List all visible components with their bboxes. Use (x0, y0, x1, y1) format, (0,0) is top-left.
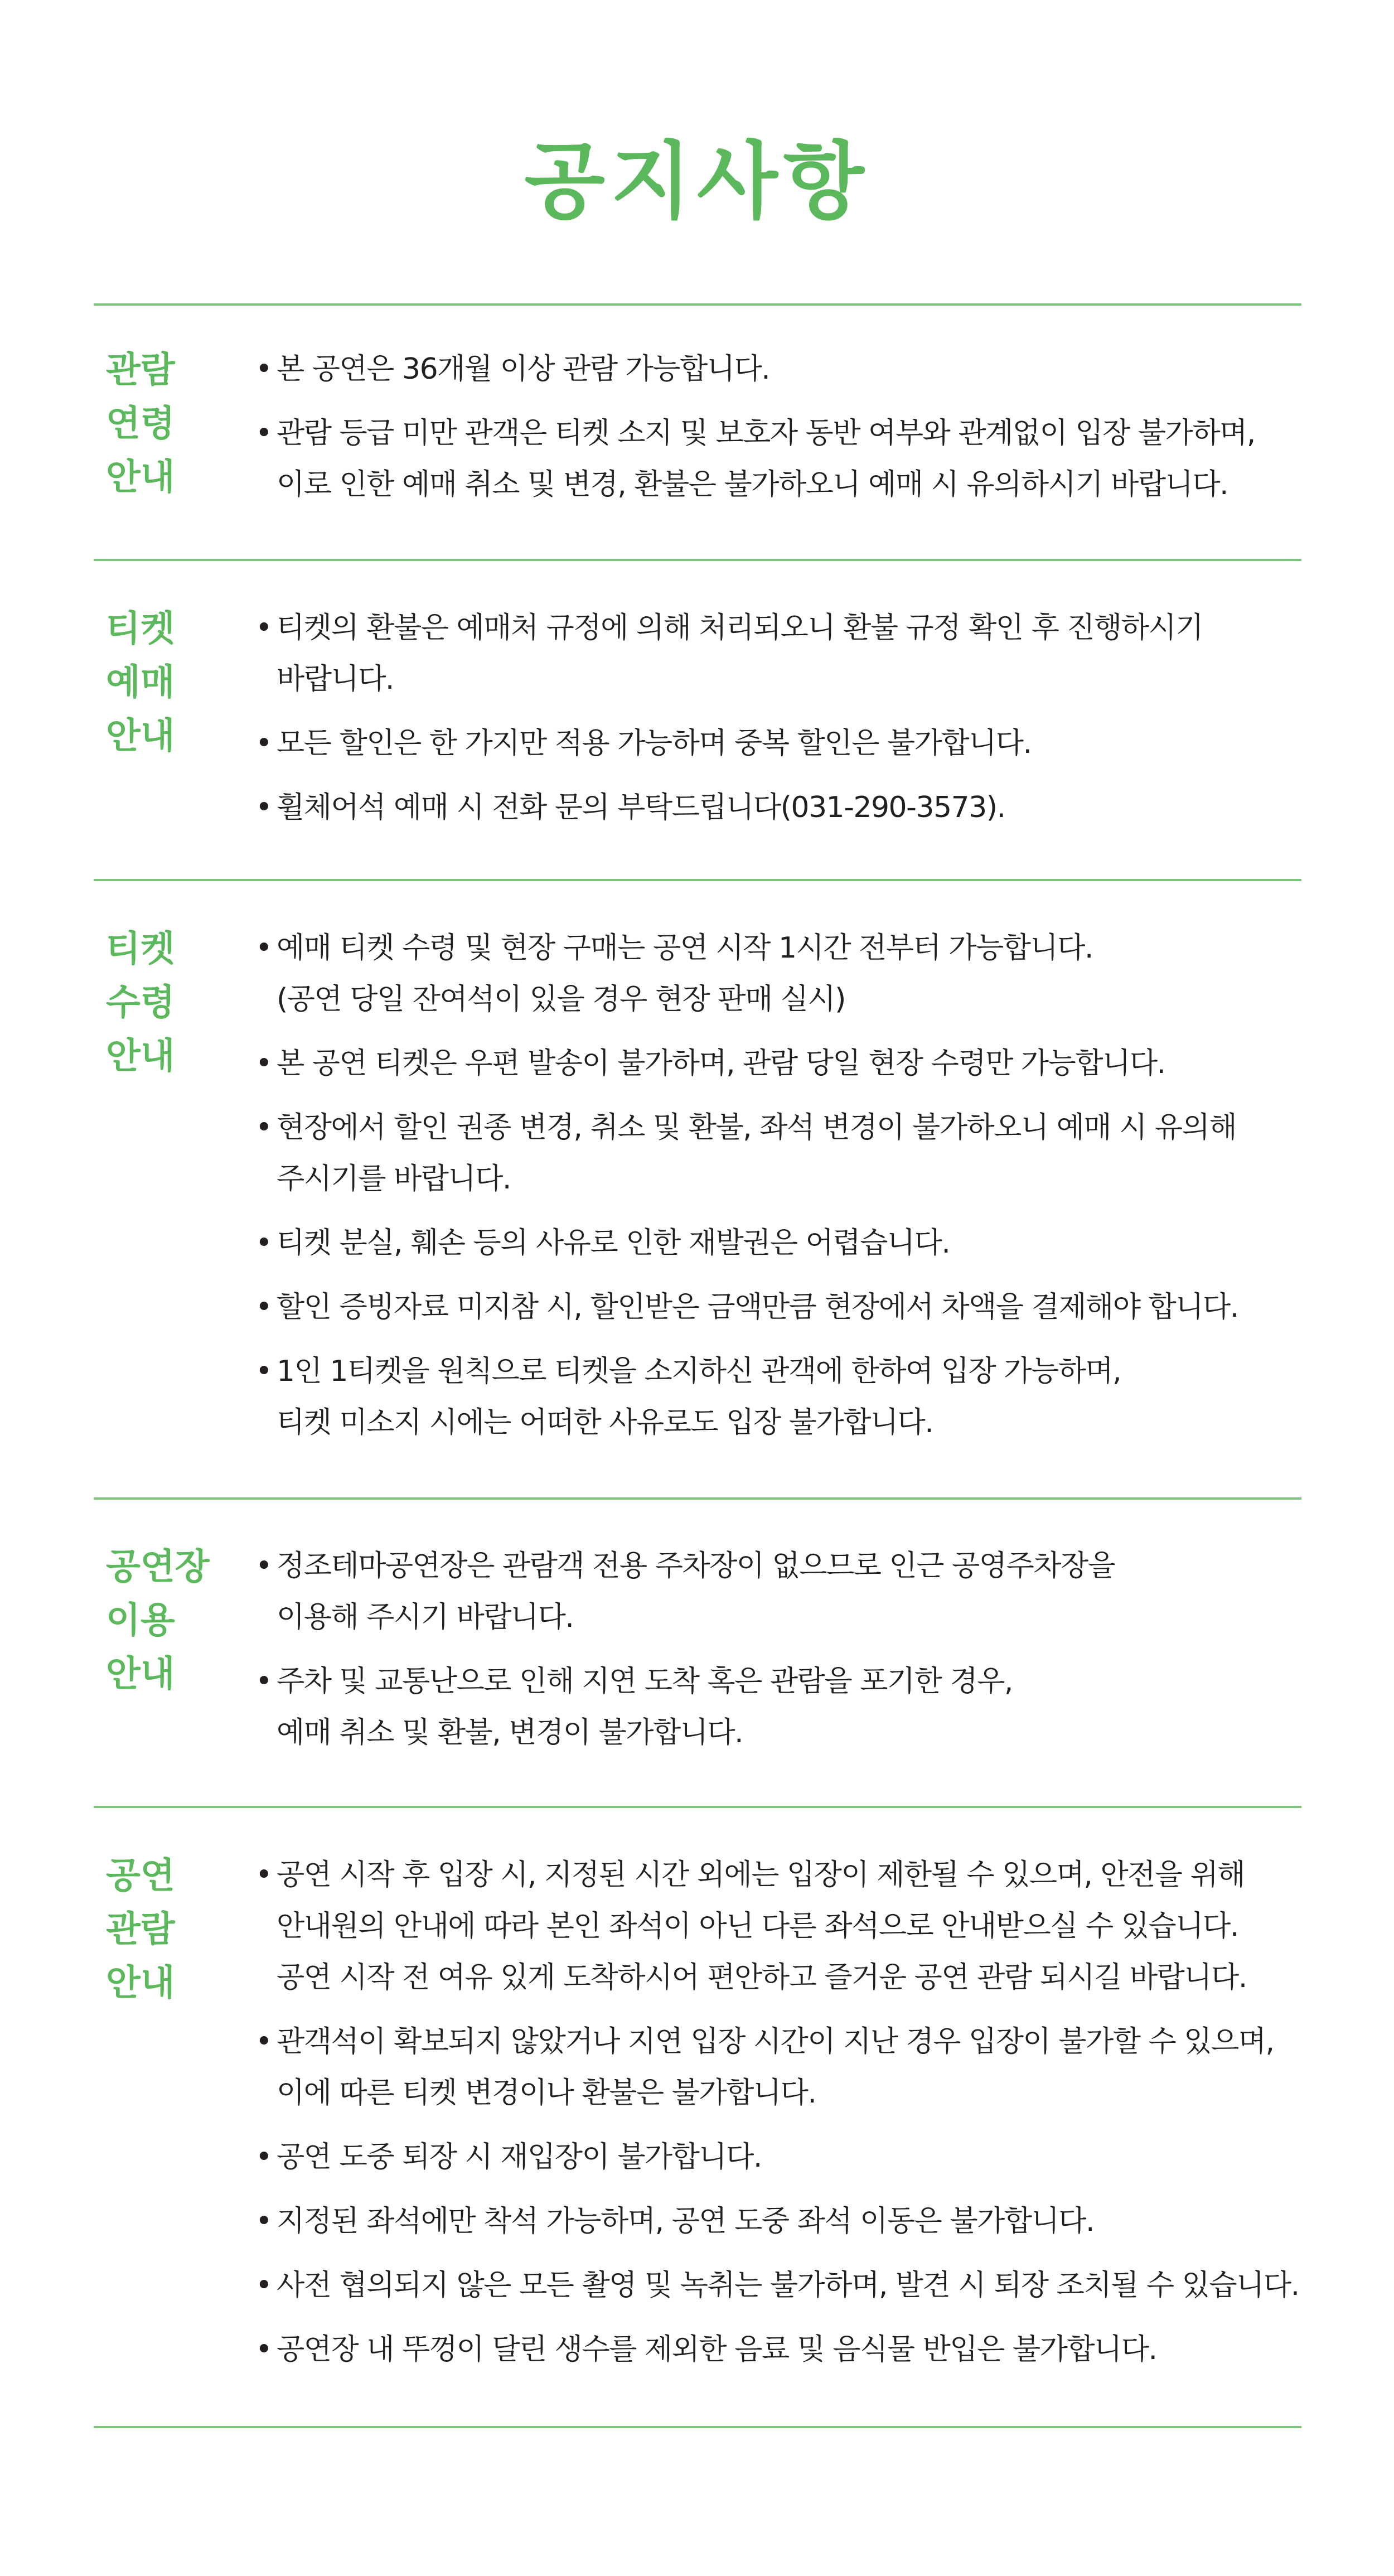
notice-list (255, 1849, 1304, 2388)
list-item: • 1인 1티켓을 원칙으로 티켓을 소지하신 관객에 한하여 입장 가능하며, 티켓 미소지 시에는 어떠한 사유로도 입장 불가합니다. (255, 1346, 1304, 1448)
list-item: • 본 공연은 36개월 이상 관람 가능합니다. (255, 344, 1304, 395)
notice-list (255, 602, 1304, 846)
notice-list (255, 344, 1304, 523)
section-heading: 티켓 수령 안내 (106, 929, 175, 1077)
list-item: • 공연 도중 퇴장 시 재입장이 불가합니다. (255, 2132, 1304, 2183)
section-heading: 관람 연령 안내 (106, 350, 175, 498)
list-item: • 현장에서 할인 권종 변경, 취소 및 환불, 좌석 변경이 불가하오니 예매 시 유의해 주시기를 바랍니다. (255, 1102, 1304, 1205)
list-item: • 공연장 내 뚜껑이 달린 생수를 제외한 음료 및 음식물 반입은 불가합니다. (255, 2324, 1304, 2375)
list-item: • 티켓 분실, 훼손 등의 사유로 인한 재발권은 어렵습니다. (255, 1217, 1304, 1269)
page-title: 공지사항 (524, 132, 870, 230)
section-heading: 공연장 이용 안내 (106, 1546, 210, 1695)
divider (94, 559, 1301, 561)
list-item: • 본 공연 티켓은 우편 발송이 불가하며, 관람 당일 현장 수령만 가능합니다. (255, 1038, 1304, 1089)
list-item: • 할인 증빙자료 미지참 시, 할인받은 금액만큼 현장에서 차액을 결제해야 합니다. (255, 1282, 1304, 1333)
divider (94, 303, 1301, 306)
divider (94, 879, 1301, 881)
list-item: • 정조테마공연장은 관람객 전용 주차장이 없으므로 인근 공영주차장을 이용해 주시기 바랍니다. (255, 1540, 1304, 1643)
section-heading: 티켓 예매 안내 (106, 608, 175, 757)
divider (94, 1497, 1301, 1500)
list-item: • 예매 티켓 수령 및 현장 구매는 공연 시작 1시간 전부터 가능합니다. (공연 당일 잔여석이 있을 경우 현장 판매 실시) (255, 922, 1304, 1025)
list-item: • 사전 협의되지 않은 모든 촬영 및 녹취는 불가하며, 발견 시 퇴장 조치될 수 있습니다. (255, 2260, 1304, 2311)
list-item: • 휠체어석 예매 시 전화 문의 부탁드립니다(031-290-3573). (255, 782, 1304, 833)
divider (94, 1806, 1301, 1808)
list-item: • 지정된 좌석에만 착석 가능하며, 공연 도중 좌석 이동은 불가합니다. (255, 2196, 1304, 2247)
section-heading: 공연 관람 안내 (106, 1855, 175, 2004)
notice-list (255, 1540, 1304, 1771)
list-item: • 티켓의 환불은 예매처 규정에 의해 처리되오니 환불 규정 확인 후 진행하시기 바랍니다. (255, 602, 1304, 705)
list-item: • 모든 할인은 한 가지만 적용 가능하며 중복 할인은 불가합니다. (255, 718, 1304, 769)
list-item: • 관객석이 확보되지 않았거나 지연 입장 시간이 지난 경우 입장이 불가할 수 있으며, 이에 따른 티켓 변경이나 환불은 불가합니다. (255, 2016, 1304, 2119)
list-item: • 공연 시작 후 입장 시, 지정된 시간 외에는 입장이 제한될 수 있으며, 안전을 위해 안내원의 안내에 따라 본인 좌석이 아닌 다른 좌석으로 안내받으실 수 있습니다. 공연 시작 전 여유 있게 도착하시어 편안하고 즐거운 공연 관람 되시길 바랍니다. (255, 1849, 1304, 2003)
divider (94, 2426, 1301, 2428)
notice-list (255, 922, 1304, 1461)
list-item: • 관람 등급 미만 관객은 티켓 소지 및 보호자 동반 여부와 관계없이 입장 불가하며, 이로 인한 예매 취소 및 변경, 환불은 불가하오니 예매 시 유의하시기 바랍니다. (255, 408, 1304, 510)
list-item: • 주차 및 교통난으로 인해 지연 도착 혹은 관람을 포기한 경우, 예매 취소 및 환불, 변경이 불가합니다. (255, 1656, 1304, 1758)
